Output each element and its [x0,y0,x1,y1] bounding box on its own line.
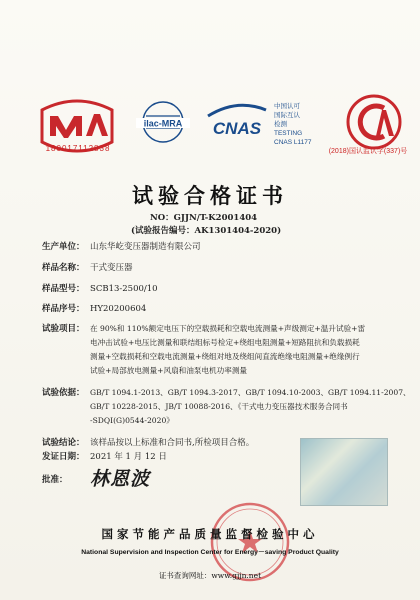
field-label: 样品序号： [42,304,85,314]
field-label: 样品型号： [42,284,85,294]
field-label: 试验项目： [42,324,85,334]
field-value: 该样品按以上标准和合同书,所检项目合格。 [90,438,255,448]
verification-website: 证书查询网址：www.gjjn.net [158,571,262,580]
field-value: 2021 年 1 月 12 日 [90,452,167,462]
svg-text:CNAS: CNAS [212,119,262,138]
certificate-title: 试验合格证书 [132,184,288,208]
field-value: HY20200604 [90,304,147,314]
cnas-logo-icon [202,100,272,146]
ilac-mra-logo-icon [128,96,198,152]
field-value: GB/T 1094.1-2013、GB/T 1094.3-2017、GB/T 1094.10-2003、GB/T 1094.11-2007、 GB/T 10228-2015、JB/T 10088-2016、《干式电力变压器技术服务合同书 -SDQI(G)0544-2020》 [90,388,411,425]
field-value: 山东华屹变压器制造有限公司 [90,242,201,252]
field-label: 发证日期： [42,452,85,462]
certificate-number: NO：GJJN/T-K2001404 [150,213,258,223]
field-label: 生产单位： [42,242,85,252]
field-value: 干式变压器 [90,263,133,273]
field-label: 试验结论： [42,438,85,448]
field-label: 试验依据： [42,388,85,398]
cma-code: 180017112838 [45,144,111,153]
field-value: SCB13-2500/10 [90,284,158,294]
issuer-name-cn: 国家节能产品质量监督检验中心 [101,527,319,541]
svg-text:ilac-MRA: ilac-MRA [143,118,183,129]
cnas-accreditation-text: 中国认可 国际互认 检测 TESTING CNAS L1177 [274,103,312,146]
field-label: 样品名称： [42,263,85,273]
hologram-sticker [300,438,388,506]
field-value: 在 90%和 110%额定电压下的空载损耗和空载电流测量+声级测定+温升试验+雷 电冲击试验+电压比测量和联结组标号检定+绕组电阻测量+短路阻抗和负载损耗 测量+空载损耗和空载电流测量+绕组对地及绕组间直流绝缘电阻测量+绝缘例行 试验+局部放电测量+风扇和油泵电机功率测量 [90,324,366,375]
issuer-name-en: National Supervision and Inspection Center for Energy－saving Product Quality [81,549,339,556]
approver-signature: 林恩波 [90,468,151,490]
report-number: (试验报告编号：AK1301404-2020) [131,226,282,236]
field-label: 批准： [42,475,68,485]
cal-caption: (2018)国认监认字(337)号 [328,148,408,155]
cal-logo-icon [342,92,406,152]
